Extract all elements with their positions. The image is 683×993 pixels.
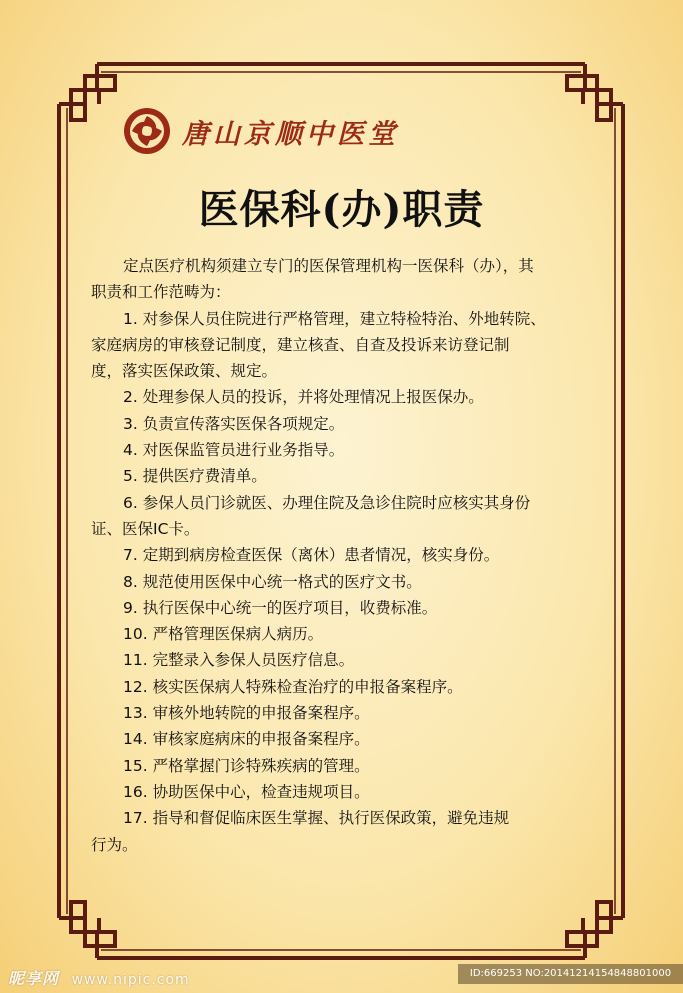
duty-item-line: 度，落实医保政策、规定。 bbox=[91, 362, 278, 381]
duty-item-line: 17. 指导和督促临床医生掌握、执行医保政策，避免违规 bbox=[123, 809, 510, 828]
watermark-site: 昵享网 bbox=[8, 969, 60, 988]
intro-line: 定点医疗机构须建立专门的医保管理机构一医保科（办），其 bbox=[123, 257, 534, 275]
image-id-strip: ID:669253 NO:20141214154848801000 bbox=[458, 964, 683, 984]
page-title: 医保科(办)职责 bbox=[198, 186, 485, 233]
duty-item-line: 家庭病房的审核登记制度，建立核查、自查及投诉来访登记制 bbox=[91, 335, 510, 354]
brand-name: 唐山京顺中医堂 bbox=[182, 118, 399, 150]
duty-item-line: 7. 定期到病房检查医保（离休）患者情况，核实身份。 bbox=[123, 546, 500, 565]
duty-item-line: 15. 严格掌握门诊特殊疾病的管理。 bbox=[123, 756, 370, 775]
duty-item-line: 证、医保IC卡。 bbox=[91, 519, 200, 538]
duty-item-line: 8. 规范使用医保中心统一格式的医疗文书。 bbox=[123, 572, 422, 591]
duty-item-line: 5. 提供医疗费清单。 bbox=[123, 467, 267, 486]
duties-body bbox=[91, 253, 596, 858]
duty-item-line: 3. 负责宣传落实医保各项规定。 bbox=[123, 414, 345, 433]
watermark bbox=[8, 966, 190, 989]
brand-logo bbox=[122, 106, 399, 156]
duty-item-line: 10. 严格管理医保病人病历。 bbox=[123, 625, 324, 644]
duty-item-line: 12. 核实医保病人特殊检查治疗的申报备案程序。 bbox=[123, 677, 463, 696]
duty-item-line: 11. 完整录入参保人员医疗信息。 bbox=[123, 651, 355, 670]
duty-item-line: 1. 对参保人员住院进行严格管理，建立特检特治、外地转院、 bbox=[123, 309, 546, 328]
intro-line: 职责和工作范畴为： bbox=[91, 283, 231, 302]
duty-item-line: 14. 审核家庭病床的申报备案程序。 bbox=[123, 730, 370, 749]
duty-item-line: 行为。 bbox=[91, 835, 138, 854]
duty-item-line: 13. 审核外地转院的申报备案程序。 bbox=[123, 704, 370, 723]
duty-item-line: 16. 协助医保中心，检查违规项目。 bbox=[123, 782, 370, 801]
duty-item-line: 9. 执行医保中心统一的医疗项目，收费标准。 bbox=[123, 598, 438, 617]
duty-item-line: 6. 参保人员门诊就医、办理住院及急诊住院时应核实其身份 bbox=[123, 493, 531, 512]
duty-item-line: 2. 处理参保人员的投诉，并将处理情况上报医保办。 bbox=[123, 388, 484, 407]
brand-emblem-icon bbox=[122, 106, 172, 156]
watermark-url: www.nipic.com bbox=[71, 972, 190, 988]
duty-item-line: 4. 对医保监管员进行业务指导。 bbox=[123, 441, 345, 460]
